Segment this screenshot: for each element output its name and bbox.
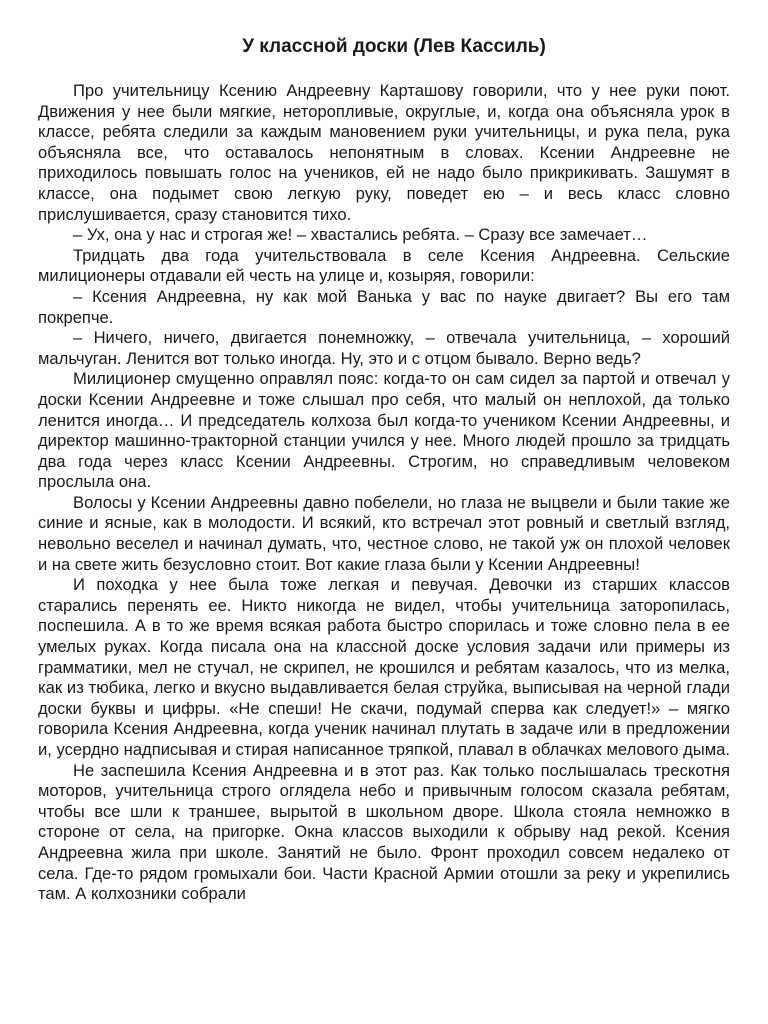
document-page [38, 0, 730, 905]
paragraph: Не заспешила Ксения Андреевна и в этот раз. Как только послышалась трескотня моторов, учительница строго оглядела небо и привычным голосом сказала ребятам, чтобы все шли к траншее, вырытой в школьном дворе. Школа стояла немножко в стороне от села, на пригорке. Окна классов выходили к обрыву над рекой. Ксения Андреевна жила при школе. Занятий не было. Фронт проходил совсем недалеко от села. Где-то рядом громыхали бои. Части Красной Армии отошли за реку и укрепились там. А колхозники собрали [38, 760, 730, 904]
paragraph: – Ух, она у нас и строгая же! – хвастались ребята. – Сразу все замечает… [73, 225, 648, 245]
paragraph: – Ксения Андреевна, ну как мой Ванька у вас по науке двигает? Вы его там покрепче. [38, 286, 730, 327]
document-body [38, 81, 730, 905]
paragraph: Тридцать два года учительствовала в селе Ксения Андреевна. Сельские милиционеры отдавали ей честь на улице и, козыряя, говорили: [38, 245, 730, 286]
paragraph: Про учительницу Ксению Андреевну Карташову говорили, что у нее руки поют. Движения у нее были мягкие, неторопливые, округлые, и, когда она объясняла урок в классе, ребята следили за каждым мановением руки учительницы, и рука пела, рука объясняла все, что оставалось непонятным в словах. Ксении Андреевне не приходилось повышать голос на учеников, ей не надо было прикрикивать. Зашумят в классе, она подымет свою легкую руку, поведет ею – и весь класс словно прислушивается, сразу становится тихо. [38, 81, 730, 224]
paragraph: Милиционер смущенно оправлял пояс: когда-то он сам сидел за партой и отвечал у доски Ксении Андреевне и тоже слышал про себя, что малый он неплохой, да только ленится иногда… И председатель колхоза был когда-то учеником Ксении Андреевны, и директор машинно-тракторной станции учился у нее. Много людей прошло за тридцать два года через класс Ксении Андреевны. Строгим, но справедливым человеком прослыла она. [38, 369, 730, 492]
document-title: У классной доски (Лев Кассиль) [242, 36, 546, 57]
paragraph: И походка у нее была тоже легкая и певучая. Девочки из старших классов старались перенять ее. Никто никогда не видел, чтобы учительница заторопилась, поспешила. А в то же время всякая работа быстро спорилась и тоже словно пела в ее умелых руках. Когда писала она на классной доске условия задачи или примеры из грамматики, мел не стучал, не скрипел, не крошился и ребятам казалось, что из мелка, как из тюбика, легко и вкусно выдавливается белая струйка, выписывая на черной глади доски буквы и цифры. «Не спеши! Не скачи, подумай сперва как следует!» – мягко говорила Ксения Андреевна, когда ученик начинал плутать в задаче или в предложении и, усердно надписывая и стирая написанное тряпкой, плавал в облачках мелового дыма. [38, 575, 730, 759]
paragraph: – Ничего, ничего, двигается понемножку, – отвечала учительница, – хороший мальчуган. Ленится вот только иногда. Ну, это и с отцом бывало. Верно ведь? [38, 328, 730, 368]
paragraph: Волосы у Ксении Андреевны давно побелели, но глаза не выцвели и были такие же синие и ясные, как в молодости. И всякий, кто встречал этот ровный и светлый взгляд, невольно веселел и начинал думать, что, честное слово, не такой уж он плохой человек и на свете жить безусловно стоит. Вот какие глаза были у Ксении Андреевны! [38, 492, 730, 574]
